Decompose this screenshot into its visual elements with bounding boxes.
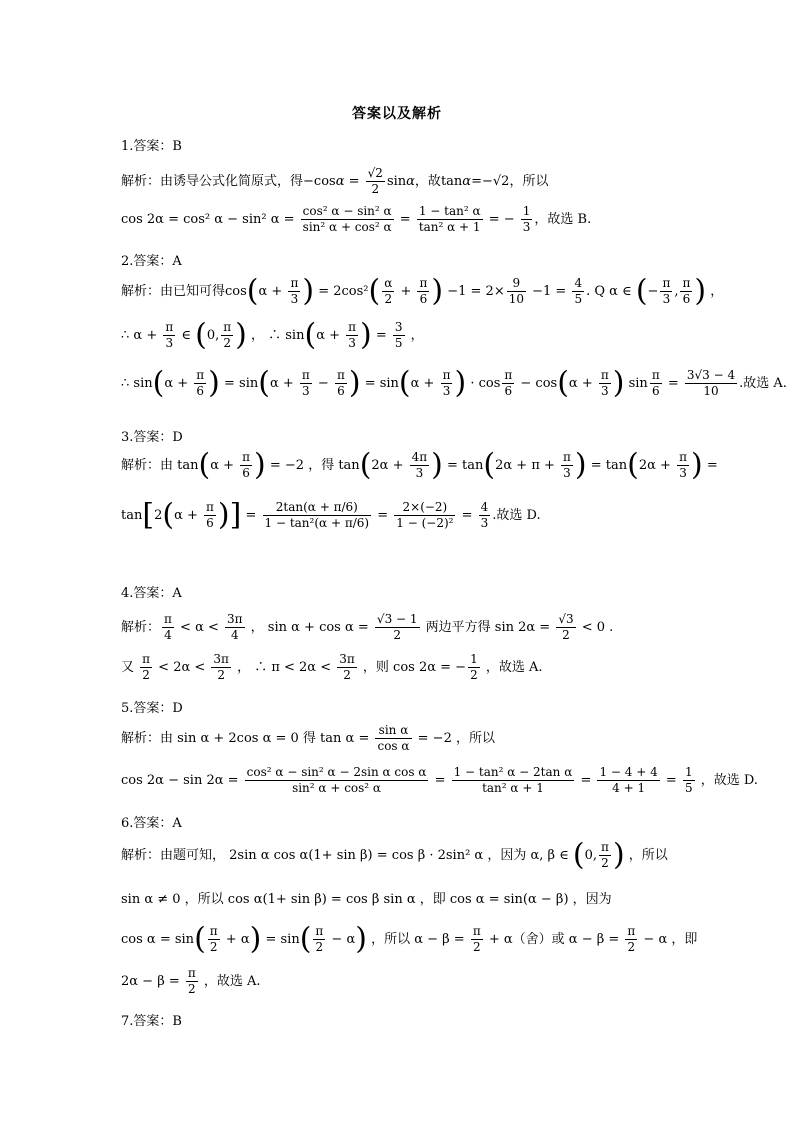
solution-2-line-2: ∴ α + $\frac{\pi}{3}$ ∈ (0, $\frac{\pi}{2}$ ) ， ∴ sin(α + $\frac{\pi}{3}$ ) = $\frac{3}{5}$ ， xyxy=(121,317,424,353)
solution-4-line-1: 解析： $\frac{\pi}{4}$ < α < $\frac{3\pi}{4}$ ， sin α + cos α = $\frac{√3 - 1}{2}$ 两边平方得 sin 2α = $\frac{√3}{2}$ < 0 . xyxy=(121,612,614,642)
solution-6-line-3: cos α = sin( $\frac{\pi}{2}$ + α) = sin( $\frac{\pi}{2}$ − α) ，所以 α − β = $\frac{\pi}{2}$ + α（舍）或 α − β = $\frac{\pi}{2}$ − α ，即 xyxy=(121,921,698,957)
solution-3-line-2: tan[2(α + $\frac{\pi}{6}$ )] = $\frac{2\tan(\alpha + \pi/6)}{\text{1 − tan²(α + π/6)}}$ = $\frac{2\times(-2)}{\text{1 − (−2)²}}$ = $\frac{4}{3}$ .故选 D. xyxy=(121,497,541,533)
page-title: 答案以及解析 xyxy=(352,106,442,122)
answer-5: 5.答案：D xyxy=(121,701,183,716)
solution-6-line-4: 2α − β = $\frac{\pi}{2}$ ，故选 A. xyxy=(121,966,261,996)
solution-3-line-1: 解析：由 tan(α + $\frac{\pi}{6}$ ) = −2 ，得 tan(2α + $\frac{4\pi}{3}$ ) = tan(2α + π + $\frac{\pi}{3}$ ) = tan(2α + $\frac{\pi}{3}$ ) = xyxy=(121,447,718,483)
solution-1-line-1: 解析：由诱导公式化简原式，得−cosα = $\frac{√2}{2}$ sinα，故tanα=−√2，所以 xyxy=(121,166,549,196)
solution-2-line-3: ∴ sin(α + $\frac{\pi}{6}$ ) = sin(α + $\frac{\pi}{3}$ − $\frac{\pi}{6}$ ) = sin(α + $\frac{\pi}{3}$ ) · cos $\frac{\pi}{6}$ − cos(α + $\frac{\pi}{3}$ ) sin $\frac{\pi}{6}$ = $\frac{3√3 - 4}{10}$ .故选 A. xyxy=(121,365,787,401)
solution-1-line-2: cos 2α = cos² α − sin² α = $\frac{\text{cos² α − sin² α}}{\text{sin² α + cos² α}}$ = $\frac{\text{1 − tan² α}}{\text{tan² α + 1}}$ = − $\frac{1}{3}$ ，故选 B. xyxy=(121,204,592,234)
answer-7: 7.答案：B xyxy=(121,1014,182,1029)
answer-2: 2.答案：A xyxy=(121,254,182,269)
answer-3: 3.答案：D xyxy=(121,430,183,445)
solution-4-line-2: 又 $\frac{\pi}{2}$ < 2α < $\frac{3\pi}{2}$ ， ∴ π < 2α < $\frac{3\pi}{2}$ ，则 cos 2α = − $\frac{1}{2}$ ，故选 A. xyxy=(121,652,543,682)
answer-1: 1.答案：B xyxy=(121,139,182,154)
answer-6: 6.答案：A xyxy=(121,816,182,831)
solution-5-line-2: cos 2α − sin 2α = $\frac{\text{cos² α − sin² α − 2sin α cos α}}{\text{sin² α + cos² α}}$ = $\frac{\text{1 − tan² α − 2tan α}}{\text{tan² α + 1}}$ = $\frac{1 - 4 + 4}{4 + 1}$ = $\frac{1}{5}$ ，故选 D. xyxy=(121,765,758,795)
solution-2-line-1: 解析：由已知可得cos(α + $\frac{\pi}{3}$ ) = 2cos²( $\frac{\alpha}{2}$ + $\frac{\pi}{6}$ ) −1 = 2× $\frac{9}{10}$ −1 = $\frac{4}{5}$ . Q α ∈ (− $\frac{\pi}{3}$ , $\frac{\pi}{6}$ ) ， xyxy=(121,273,724,309)
answer-4: 4.答案：A xyxy=(121,586,182,601)
solution-5-line-1: 解析：由 sin α + 2cos α = 0 得 tan α = $\frac{\text{sin α}}{\text{cos α}}$ = −2 ，所以 xyxy=(121,723,495,753)
solution-6-line-2: sin α ≠ 0 ，所以 cos α(1+ sin β) = cos β sin α ，即 cos α = sin(α − β) ，因为 xyxy=(121,892,612,907)
solution-6-line-1: 解析：由题可知， 2sin α cos α(1+ sin β) = cos β · 2sin² α ，因为 α, β ∈ (0, $\frac{\pi}{2}$ ) ，所以 xyxy=(121,837,668,873)
